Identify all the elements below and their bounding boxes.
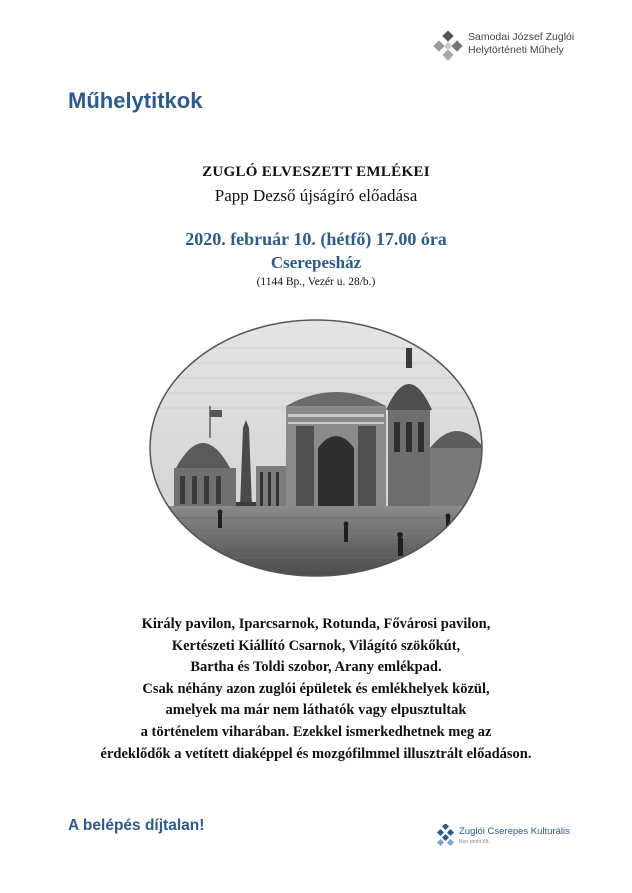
historic-pavilion-image [148,318,484,578]
description-line: a történelem viharában. Ezekkel ismerkedhetnek meg az [140,723,492,740]
event-venue: Cserepesház [270,253,362,272]
diamond-cluster-icon [432,30,464,62]
sponsor-name: Zuglói Cserepes Kulturális [459,826,570,837]
description-line: érdeklődők a vetített diaképpel és mozgófilmmel illusztrált előadáson. [100,745,532,762]
description-line: Csak néhány azon zuglói épületek és emlékhelyek közül, [142,680,490,697]
organization-name-line2: Helytörténeti Műhely [468,44,564,56]
description-line: Király pavilon, Iparcsarnok, Rotunda, Fővárosi pavilon, [141,616,491,632]
event-date: 2020. február 10. (hétfő) 17.00 óra [185,229,447,249]
diamond-grid-icon [437,824,455,846]
event-title: ZUGLÓ ELVESZETT EMLÉKEI [202,164,430,180]
event-address: (1144 Bp., Vezér u. 28/b.) [256,276,376,288]
sponsor-subtitle: Non-profit Kft. [459,839,490,845]
event-subtitle: Papp Dezső újságíró előadása [214,186,418,205]
free-entry-note: A belépés díjtalan! [68,817,205,834]
description-line: Bartha és Toldi szobor, Arany emlékpad. [190,659,442,676]
organization-name-line1: Samodai József Zuglói [468,31,575,43]
series-title: Műhelytitkok [68,88,203,113]
event-description [40,614,592,765]
organization-name [468,31,574,57]
description-line: Kertészeti Kiállító Csarnok, Világító szökőkút, [171,637,461,654]
organization-logo [432,26,602,66]
sponsor-logo [437,823,597,853]
description-line: amelyek ma már nem láthatók vagy elpusztultak [165,702,467,719]
